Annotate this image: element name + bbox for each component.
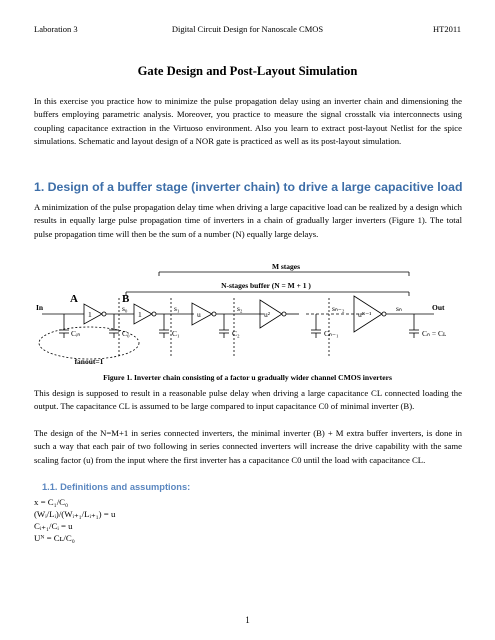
section-heading: 1. Design of a buffer stage (inverter chain) to drive a large capacitive load [34,180,463,194]
subsection-heading: 1.1. Definitions and assumptions: [42,482,191,492]
fanout-label: fanout=1 [74,357,104,366]
sn2-label: sₙ₋₂ [332,304,345,313]
equation-2: (Wᵢ/Lᵢ)/(Wᵢ₊₁/Lᵢ₊₁) = u [34,509,116,519]
gate-4-label: u² [264,310,270,319]
header-left: Laboration 3 [34,24,78,34]
c2-label: C₂ [232,329,240,338]
intro-paragraph: In this exercise you practice how to minimize the pulse propagation delay using an inverter chain and dimensioning the buffers employing parametric analysis. Moreover, you practice to measure the signal crosstalk via interconnects using coupling capacitance extraction in the Virtuoso environment. Also you learn to extract post-layout Netlist for the spice simulations. Schematic and layout design of a NOR gate is practiced as well as its post-layout simulation. [34,96,462,147]
inverter-chain-figure [34,258,462,370]
equation-1: x = C₁/C₀ [34,497,69,507]
cn1-label: Cₙ₋₁ [324,329,339,338]
m-stages-label: M stages [271,262,301,271]
c1-label: C₁ [172,329,180,338]
s1-label: s₁ [174,304,180,313]
equation-4: Uᴺ = Cʟ/C₀ [34,533,75,543]
label-b: B [122,293,130,305]
n-stages-label: N-stages buffer (N = M + 1 ) [221,281,311,290]
page-number: 1 [245,615,250,625]
in-label: In [36,303,44,312]
s2-label: s₂ [237,304,243,313]
gate-1-label: 1 [88,310,92,319]
equation-3: Cᵢ₊₁/Cᵢ = u [34,521,73,531]
gate-2-label: 1 [138,310,142,319]
label-a: A [70,293,78,305]
header-center: Digital Circuit Design for Nanoscale CMOS [171,24,324,34]
cin-label: Cᵢₙ [71,329,81,338]
s0-label: s₀ [122,304,128,313]
section-paragraph-2: This design is supposed to result in a reasonable pulse delay when driving a large capacitance CL connected loading the output. The capacitance CL is assumed to be large compared to input capacitance C0 of minimal inverter (B). [34,388,462,412]
sn-label: sₙ [396,304,402,313]
section-paragraph-3: The design of the N=M+1 in series connected inverters, the minimal inverter (B) + M extra buffer inverters, is done in such a way that each pair of two following in series connected inverters will increase the drive capability with the same scaling factor (u) from the input where the first inverter has a capacitance C0 until the load with capacitance CL. [34,428,462,465]
out-label: Out [432,303,445,312]
gate-3-label: u [197,310,201,319]
cl-label: Cₙ = Cʟ [422,329,447,338]
header-right: HT2011 [432,24,461,34]
gate-5-label: uᴺ⁻¹ [358,310,372,319]
section-paragraph-1: A minimization of the pulse propagation delay time when driving a large capacitive load can be realized by a design which results in equally large pulse propagation time of inverters in a chain of gradually larger inverters (Figure 1). The total pulse propagation time will then be the sum of a number (N) equally large delays. [34,202,462,239]
c0-label: C₀ [122,329,130,338]
page-title: Gate Design and Post-Layout Simulation [137,64,358,78]
figure-caption: Figure 1. Inverter chain consisting of a factor u gradually wider channel CMOS inverters [103,373,392,382]
